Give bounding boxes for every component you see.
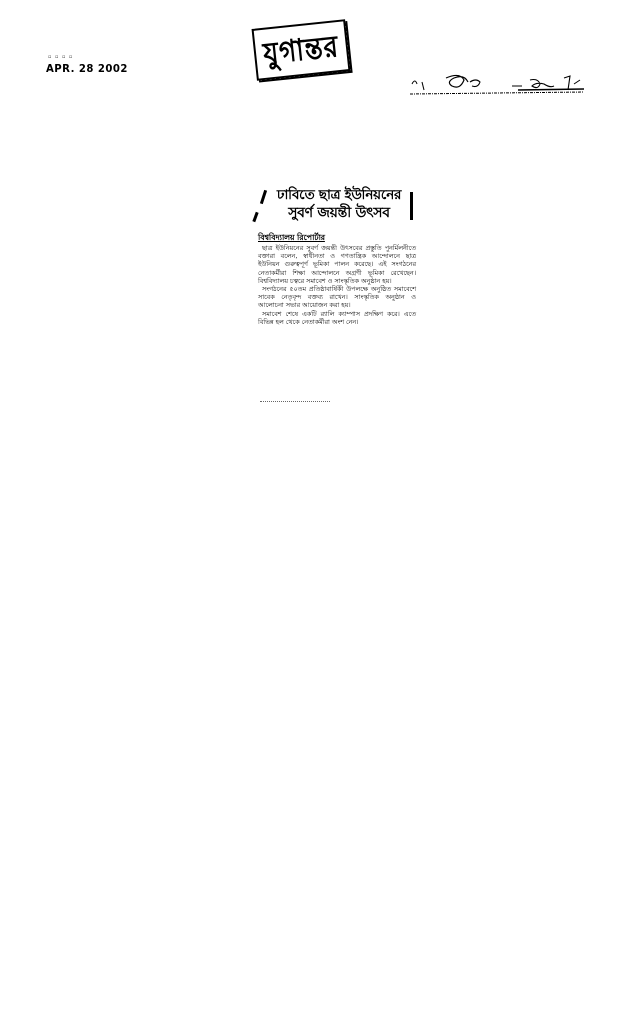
headline-lower-left-mark bbox=[252, 212, 258, 222]
newspaper-masthead-stamp bbox=[252, 19, 351, 81]
headline-line-1: ঢাবিতে ছাত্র ইউনিয়নের bbox=[276, 187, 402, 203]
date-stamp: APR. 28 2002 bbox=[46, 62, 128, 75]
article-paragraph: সংগঠনের ৫০তম প্রতিষ্ঠাবার্ষিকী উপলক্ষে অনুষ্ঠিত সমাবেশে সাবেক নেতৃবৃন্দ বক্তব্য রাখেন। সাংস্কৃতিক অনুষ্ঠান ও আলোচনা সভার আয়োজন করা হয়। bbox=[258, 285, 416, 310]
article-paragraph: ছাত্র ইউনিয়নের সুবর্ণ জয়ন্তী উৎসবের প্রস্তুতি পুনর্মিলনীতে বক্তারা বলেন, স্বাধীনতা ও গণতান্ত্রিক আন্দোলনে ছাত্র ইউনিয়ন গুরুত্বপূর্ণ ভূমিকা পালন করেছে। এই সংগঠনের নেতাকর্মীরা শিক্ষা আন্দোলনে অগ্রণী ভূমিকা রেখেছেন। বিশ্ববিদ্যালয় চত্বরে সমাবেশ ও সাংস্কৃতিক অনুষ্ঠান হয়। bbox=[258, 244, 416, 285]
article-body bbox=[258, 244, 416, 326]
date-stamp-prefix-mark: ▫ ▫ ▫ ▫ bbox=[48, 54, 74, 60]
clipping-bottom-edge bbox=[260, 400, 330, 402]
headline-line-2: সুবর্ণ জয়ন্তী উৎসব bbox=[288, 205, 390, 221]
article-paragraph: সমাবেশ শেষে একটি র‍্যালি ক্যাম্পাস প্রদক্ষিণ করে। এতে বিভিন্ন হল থেকে নেতাকর্মীরা অংশ নেন। bbox=[258, 309, 416, 326]
handwritten-scribble-icon bbox=[408, 72, 588, 98]
article-byline: বিশ্ববিদ্যালয় রিপোর্টার bbox=[258, 233, 325, 242]
article-headline bbox=[264, 186, 414, 222]
handwritten-annotation bbox=[408, 72, 588, 98]
news-article-clipping bbox=[252, 186, 420, 408]
masthead-title: যুগান্তর bbox=[261, 29, 341, 72]
